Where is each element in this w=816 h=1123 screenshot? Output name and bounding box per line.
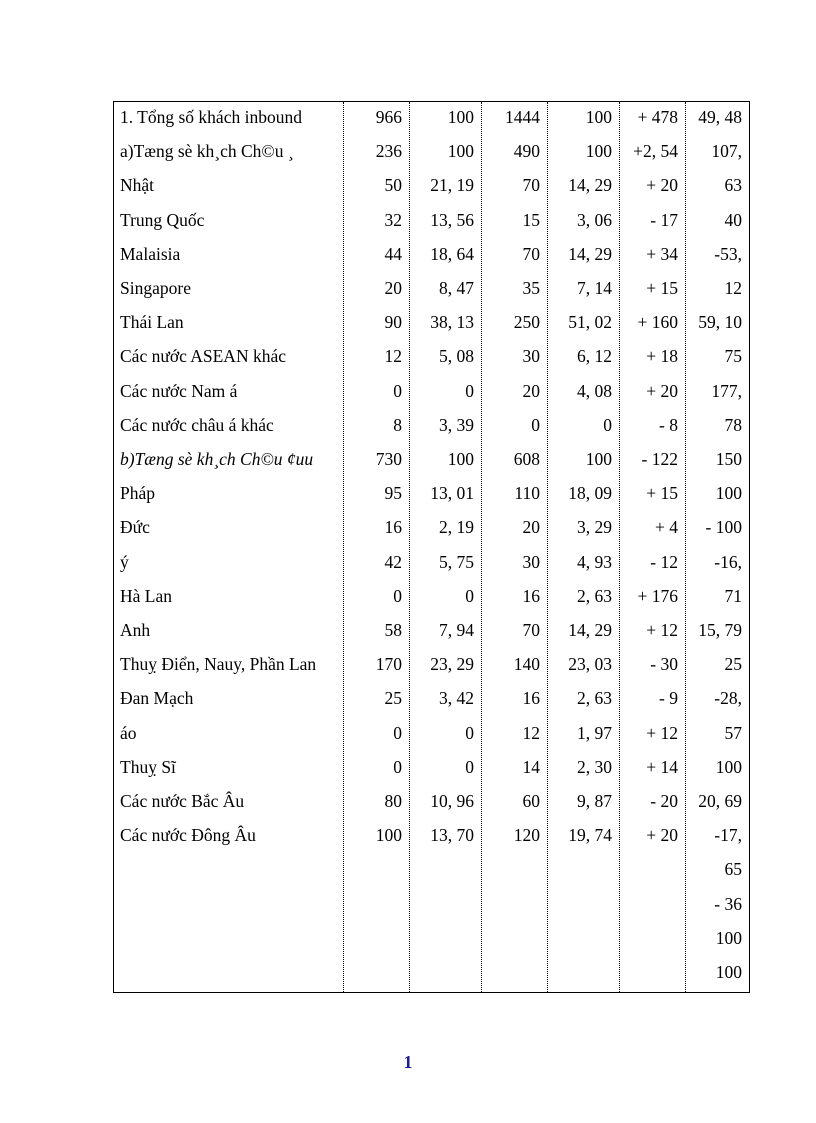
table-cell: 70 [522, 243, 540, 264]
table-cell: 3, 29 [577, 517, 612, 538]
table-cell: 25 [384, 688, 402, 709]
table-cell: 100 [715, 483, 742, 504]
column-share-1 [409, 102, 481, 992]
table-cell: + 12 [646, 722, 678, 743]
table-cell: 23, 29 [430, 654, 474, 675]
table-cell: 14 [522, 756, 540, 777]
table-cell: 730 [375, 449, 402, 469]
row-label: Malaisia [120, 243, 181, 264]
table-cell: 16 [522, 585, 540, 606]
table-cell: 75 [724, 346, 742, 367]
table-cell: + 176 [637, 585, 678, 606]
table-cell: 10, 96 [430, 791, 474, 811]
table-cell: 30 [522, 346, 540, 367]
table-cell: 21, 19 [430, 175, 474, 196]
column-market [114, 102, 343, 992]
table-cell: + 20 [646, 825, 678, 846]
table-cell: 20 [522, 517, 540, 538]
table-cell: 4, 93 [577, 551, 612, 572]
table-cell: 100 [715, 756, 742, 777]
table-cell: - 12 [650, 551, 678, 572]
table-cell: 100 [585, 107, 612, 127]
column-share-2 [547, 102, 619, 992]
table-cell: 100 [375, 825, 402, 846]
table-cell: 0 [603, 414, 612, 435]
table-cell: 30 [522, 551, 540, 572]
table-cell: -28, [714, 688, 742, 709]
table-cell: 95 [384, 483, 402, 504]
table-cell: 0 [465, 585, 474, 606]
table-cell: 44 [384, 243, 402, 264]
table-cell: 4, 08 [577, 380, 612, 401]
table-cell: 490 [513, 141, 540, 162]
table-cell: 20 [384, 278, 402, 298]
table-cell: 13, 70 [430, 825, 474, 846]
table-cell: 13, 56 [430, 209, 474, 230]
table-cell: 110 [514, 483, 540, 504]
table-cell: 20 [522, 380, 540, 401]
table-cell: 12 [522, 722, 540, 743]
table-cell: 12 [384, 346, 402, 367]
row-label: Thuỵ Điển, Nauy, Phần Lan [120, 654, 317, 675]
table-cell: + 18 [646, 346, 678, 367]
table-cell: + 15 [646, 278, 678, 298]
table-cell: 18, 64 [430, 243, 474, 264]
table-cell: 15, 79 [698, 620, 742, 640]
table-cell: -53, [714, 243, 742, 264]
table-cell: 60 [522, 791, 540, 811]
table-cell: 14, 29 [568, 243, 612, 264]
column-value-2 [481, 102, 547, 992]
table-cell: 3, 39 [439, 414, 474, 435]
table-cell: 250 [513, 312, 540, 333]
row-label: Các nước Bắc Âu [120, 791, 245, 811]
column-value-1 [343, 102, 409, 992]
table-cell: 14, 29 [568, 620, 612, 640]
row-label: Trung Quốc [120, 209, 205, 230]
table-cell: 25 [724, 654, 742, 675]
table-cell: 20, 69 [698, 791, 742, 811]
table-cell: 0 [465, 722, 474, 743]
table-cell: 2, 19 [439, 517, 474, 538]
row-label: a)Tæng sè kh¸ch Ch©u ¸ [120, 141, 294, 162]
table-cell: - 8 [659, 414, 678, 435]
table-cell: 18, 09 [568, 483, 612, 504]
table-cell: 100 [447, 449, 474, 469]
table-cell: 170 [375, 654, 402, 675]
row-label: Đan Mạch [120, 688, 194, 709]
table-cell: 100 [715, 962, 742, 982]
row-label: Các nước châu á khác [120, 414, 274, 435]
row-label: Thái Lan [120, 312, 184, 333]
table-cell: 23, 03 [568, 654, 612, 675]
table-cell: +2, 54 [633, 141, 678, 162]
table-cell: 0 [393, 756, 402, 777]
table-cell: 5, 75 [439, 551, 474, 572]
table-cell: + 14 [646, 756, 678, 777]
table-cell: 0 [393, 585, 402, 606]
table-cell: + 12 [646, 620, 678, 640]
table-cell: + 160 [637, 312, 678, 333]
table-cell: 7, 14 [577, 278, 612, 298]
table-cell: + 4 [655, 517, 678, 538]
table-cell: 7, 94 [439, 620, 474, 640]
table-cell: + 478 [637, 107, 678, 127]
table-cell: + 20 [646, 175, 678, 196]
table-cell: 107, [711, 141, 742, 162]
table-cell: 120 [513, 825, 540, 846]
table-cell: 966 [375, 107, 402, 127]
table-cell: 0 [393, 380, 402, 401]
table-cell: 50 [384, 175, 402, 196]
table-cell: 49, 48 [698, 107, 742, 127]
table-cell: 70 [522, 175, 540, 196]
row-label: Các nước Đông Âu [120, 825, 256, 846]
row-label: b)Tæng sè kh¸ch Ch©u ¢uu [120, 449, 314, 469]
table-cell: 58 [384, 620, 402, 640]
table-cell: 8, 47 [439, 278, 474, 298]
table-cell: - 20 [650, 791, 678, 811]
table-cell: 63 [724, 175, 742, 196]
table-cell: 19, 74 [568, 825, 612, 846]
table-cell: - 30 [650, 654, 678, 675]
table-cell: 2, 63 [577, 688, 612, 709]
table-cell: 90 [384, 312, 402, 333]
table-cell: 15 [522, 209, 540, 230]
column-change-abs [619, 102, 685, 992]
table-cell: 177, [711, 380, 742, 401]
table-cell: 16 [384, 517, 402, 538]
table-cell: 12 [724, 278, 742, 298]
inbound-visitors-table [113, 101, 750, 993]
table-cell: 51, 02 [568, 312, 612, 333]
row-label: Thuỵ Sĩ [120, 756, 176, 777]
table-cell: 65 [724, 859, 742, 880]
table-cell: 78 [724, 414, 742, 435]
row-label: áo [120, 722, 137, 743]
row-label: Đức [120, 517, 150, 538]
table-cell: 150 [715, 449, 742, 469]
table-cell: 0 [465, 756, 474, 777]
table-cell: 71 [724, 585, 742, 606]
table-cell: 14, 29 [568, 175, 612, 196]
table-cell: - 17 [650, 209, 678, 230]
table-cell: 70 [522, 620, 540, 640]
row-label: Hà Lan [120, 585, 172, 606]
table-cell: 16 [522, 688, 540, 709]
table-cell: 9, 87 [577, 791, 612, 811]
table-cell: 0 [465, 380, 474, 401]
table-cell: -17, [714, 825, 742, 846]
table-cell: 13, 01 [430, 483, 474, 504]
table-cell: - 36 [714, 893, 742, 914]
row-label: 1. Tổng số khách inbound [120, 107, 302, 127]
table-cell: 40 [724, 209, 742, 230]
table-cell: 6, 12 [577, 346, 612, 367]
table-cell: 80 [384, 791, 402, 811]
table-cell: + 34 [646, 243, 678, 264]
table-cell: 2, 63 [577, 585, 612, 606]
page-number: 1 [403, 1052, 413, 1072]
table-cell: 5, 08 [439, 346, 474, 367]
table-cell: 140 [513, 654, 540, 675]
table-cell: 100 [585, 449, 612, 469]
table-cell: 3, 42 [439, 688, 474, 709]
row-label: Nhật [120, 175, 155, 196]
table-cell: 35 [522, 278, 540, 298]
table-cell: 100 [447, 141, 474, 162]
table-cell: 57 [724, 722, 742, 743]
table-cell: 2, 30 [577, 756, 612, 777]
table-cell: 0 [393, 722, 402, 743]
table-cell: 38, 13 [430, 312, 474, 333]
table-cell: 1444 [505, 107, 540, 127]
table-cell: 100 [715, 927, 742, 948]
row-label: Các nước ASEAN khác [120, 346, 286, 367]
table-cell: 100 [585, 141, 612, 162]
row-label: Anh [120, 620, 151, 640]
table-cell: - 100 [705, 517, 742, 538]
table-cell: 100 [447, 107, 474, 127]
row-label: Singapore [120, 278, 191, 298]
table-cell: + 20 [646, 380, 678, 401]
table-cell: - 122 [641, 449, 678, 469]
column-change-pct [685, 102, 749, 992]
table-cell: 32 [384, 209, 402, 230]
table-cell: 608 [513, 449, 540, 469]
table-cell: 3, 06 [577, 209, 612, 230]
table-cell: 42 [384, 551, 402, 572]
table-cell: 236 [375, 141, 402, 162]
table-cell: 8 [393, 414, 402, 435]
row-label: ý [120, 551, 129, 572]
table-cell: -16, [714, 551, 742, 572]
table-cell: + 15 [646, 483, 678, 504]
table-cell: 59, 10 [698, 312, 742, 333]
table-cell: 1, 97 [577, 722, 612, 743]
row-label: Các nước Nam á [120, 380, 238, 401]
table-cell: - 9 [659, 688, 678, 709]
table-cell: 0 [531, 414, 540, 435]
row-label: Pháp [120, 483, 155, 504]
